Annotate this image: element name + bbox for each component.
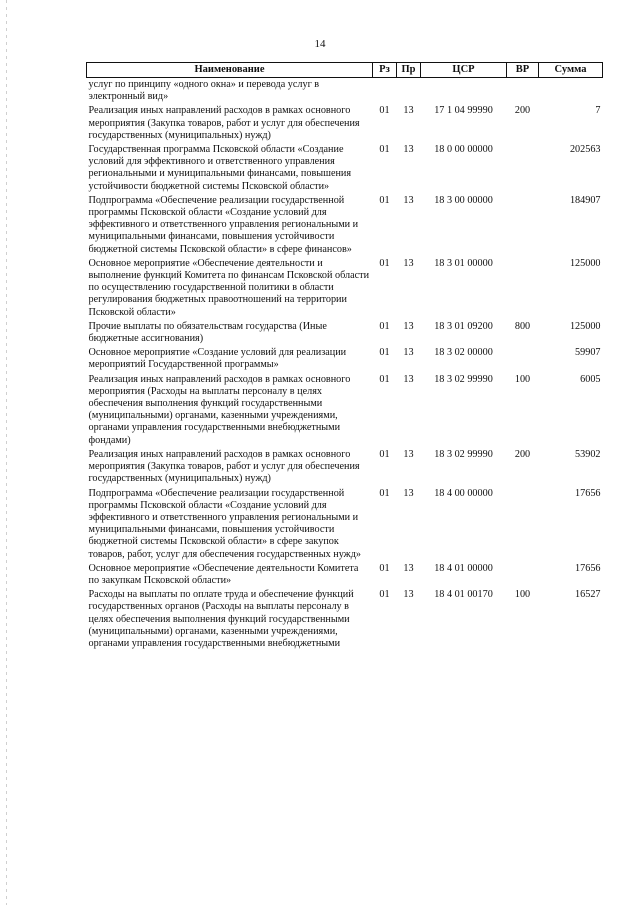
- row-csr: 18 4 01 00000: [434, 562, 493, 574]
- row-vr: [507, 143, 539, 194]
- table-row: [87, 320, 603, 346]
- row-csr: [421, 78, 507, 105]
- row-vr: [507, 346, 539, 372]
- table-row: [87, 487, 603, 562]
- row-vr: [507, 78, 539, 105]
- row-sum: 202563: [569, 144, 601, 156]
- table-row: [87, 104, 603, 143]
- row-csr: 18 3 01 09200: [434, 320, 493, 332]
- table-row: [87, 588, 603, 651]
- budget-table: [86, 62, 603, 651]
- row-vr: 100: [514, 589, 531, 601]
- row-name: Реализация иных направлений расходов в рамках основного мероприятия (Закупка товаров, работ и услуг для обеспечения государственных (муниципальных) нужд): [88, 448, 360, 485]
- table-row: [87, 346, 603, 372]
- row-sum: 17656: [575, 562, 601, 574]
- row-sum: 125000: [569, 320, 601, 332]
- row-rz: 01: [379, 320, 390, 332]
- row-name: Подпрограмма «Обеспечение реализации государственной программы Псковской области «Создание условий для эффективного и ответственного управления региональными и муниципальными финансами, повышения устойчивости бюджетной системы Псковской области» в сфере закупок товаров, работ, услуг для обеспечения государственных нужд»: [88, 487, 361, 560]
- header-name: Наименование: [87, 63, 373, 78]
- row-sum: 16527: [575, 589, 601, 601]
- row-sum: 7: [595, 105, 601, 117]
- header-vr: ВР: [507, 63, 539, 78]
- row-name: Основное мероприятие «Обеспечение деятельности и выполнение функций Комитета по финансам Псковской области по осуществлению государственной политики в области регулирования бюджетных правоотношений на территории Псковской области»: [88, 257, 370, 318]
- row-csr: 18 3 00 00000: [434, 194, 493, 206]
- row-pr: 13: [403, 144, 414, 156]
- header-pr: Пр: [397, 63, 421, 78]
- row-sum: 17656: [575, 487, 601, 499]
- row-pr: 13: [403, 487, 414, 499]
- row-csr: 18 3 02 99990: [434, 448, 493, 460]
- row-sum: [539, 78, 603, 105]
- row-pr: 13: [403, 320, 414, 332]
- row-csr: 18 3 02 00000: [434, 347, 493, 359]
- row-vr: 100: [514, 373, 531, 385]
- row-csr: 18 3 02 99990: [434, 373, 493, 385]
- row-name: Основное мероприятие «Создание условий для реализации мероприятий Государственной программы»: [88, 347, 347, 371]
- header-csr: ЦСР: [421, 63, 507, 78]
- table-header-row: [87, 63, 603, 78]
- row-pr: [397, 78, 421, 105]
- table-row: [87, 194, 603, 257]
- table-row: [87, 562, 603, 588]
- row-rz: 01: [379, 448, 390, 460]
- row-pr: 13: [403, 373, 414, 385]
- row-name: услуг по принципу «одного окна» и перевода услуг в электронный вид»: [88, 79, 320, 103]
- row-sum: 184907: [569, 194, 601, 206]
- row-rz: 01: [379, 194, 390, 206]
- row-csr: 18 4 01 00170: [434, 589, 493, 601]
- row-pr: 13: [403, 589, 414, 601]
- header-sum: Сумма: [539, 63, 603, 78]
- row-name: Прочие выплаты по обязательствам государства (Иные бюджетные ассигнования): [88, 320, 327, 345]
- row-rz: 01: [379, 487, 390, 499]
- row-name: Подпрограмма «Обеспечение реализации государственной программы Псковской области «Создание условий для эффективного и ответственного управления региональными и муниципальными финансами, повышения устойчивости бюджетной системы Псковской области» в сфере финансов»: [88, 194, 359, 255]
- row-rz: 01: [379, 589, 390, 601]
- row-sum: 53902: [575, 448, 601, 460]
- row-pr: 13: [403, 257, 414, 269]
- row-name: Основное мероприятие «Обеспечение деятельности Комитета по закупкам Псковской области»: [88, 562, 359, 586]
- table-row: [87, 448, 603, 487]
- row-pr: 13: [403, 194, 414, 206]
- row-rz: 01: [379, 562, 390, 574]
- row-vr: [507, 487, 539, 562]
- row-vr: 200: [514, 448, 531, 460]
- header-rz: Рз: [373, 63, 397, 78]
- table-row: [87, 143, 603, 194]
- row-csr: 18 4 00 00000: [434, 487, 493, 499]
- row-csr: 17 1 04 99990: [434, 105, 493, 117]
- row-sum: 6005: [580, 373, 601, 385]
- row-sum: 125000: [569, 257, 601, 269]
- table-row: [87, 78, 603, 105]
- row-csr: 18 3 01 00000: [434, 257, 493, 269]
- row-pr: 13: [403, 562, 414, 574]
- row-name: Расходы на выплаты по оплате труда и обеспечение функций государственных органов (Расходы на выплаты персоналу в целях обеспечения выполнения функций государственными (муниципальными) органами, казенными учреждениями, органами управления государственными внебюджетными: [88, 589, 354, 649]
- row-name: Государственная программа Псковской области «Создание условий для эффективного и ответственного управления региональными и муниципальными финансами, повышения устойчивости бюджетной системы Псковской области»: [88, 144, 352, 192]
- table-row: [87, 257, 603, 320]
- page-number: 14: [314, 38, 326, 50]
- row-vr: 800: [514, 320, 531, 332]
- row-rz: 01: [379, 105, 390, 117]
- row-pr: 13: [403, 105, 414, 117]
- row-rz: 01: [379, 347, 390, 359]
- row-pr: 13: [403, 448, 414, 460]
- row-rz: 01: [379, 257, 390, 269]
- row-name: Реализация иных направлений расходов в рамках основного мероприятия (Закупка товаров, работ и услуг для обеспечения государственных (муниципальных) нужд): [88, 105, 360, 141]
- table-row: [87, 373, 603, 448]
- row-vr: 200: [514, 105, 531, 117]
- row-rz: [373, 78, 397, 105]
- row-name: Реализация иных направлений расходов в рамках основного мероприятия (Расходы на выплаты персоналу в целях обеспечения выполнения функций государственными (муниципальными) органами, казенными учреждениями, органами управления государственными внебюджетными фондами): [88, 373, 351, 446]
- row-vr: [507, 257, 539, 320]
- row-csr: 18 0 00 00000: [434, 144, 493, 156]
- row-vr: [507, 562, 539, 588]
- scan-edge: [6, 0, 7, 905]
- row-rz: 01: [379, 144, 390, 156]
- row-pr: 13: [403, 347, 414, 359]
- row-rz: 01: [379, 373, 390, 385]
- row-vr: [507, 194, 539, 257]
- row-sum: 59907: [575, 347, 601, 359]
